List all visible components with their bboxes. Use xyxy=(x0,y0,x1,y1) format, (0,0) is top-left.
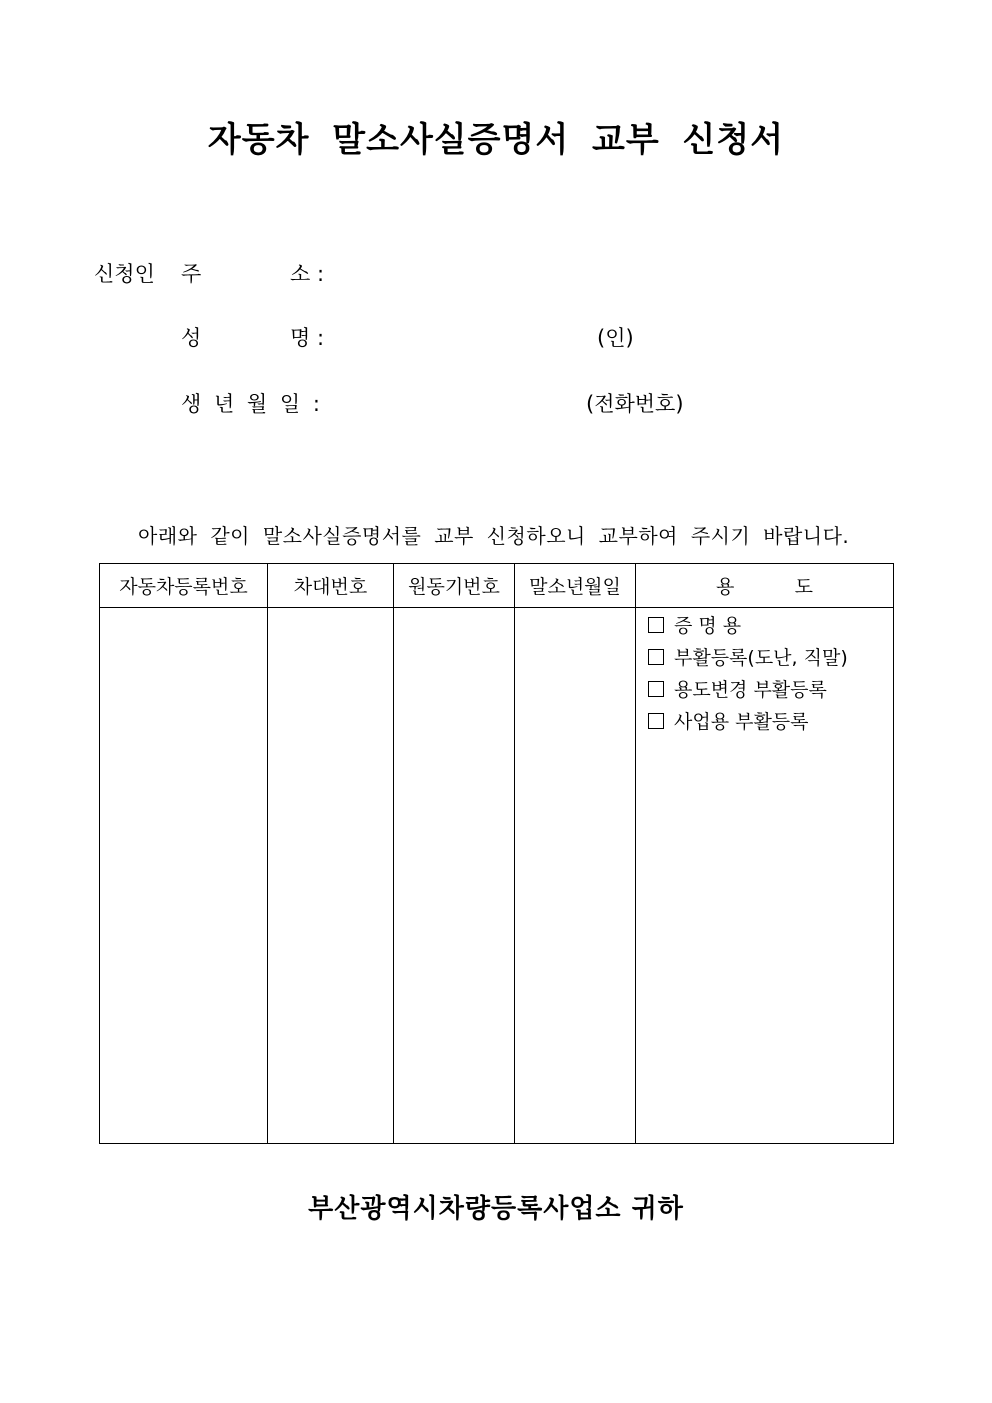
table-header-row xyxy=(100,564,894,608)
purpose-option-label: 용도변경 부활등록 xyxy=(674,679,827,701)
checkbox-icon[interactable] xyxy=(648,649,664,665)
applicant-label: 신청인 xyxy=(94,262,155,286)
address-label-end: 소 : xyxy=(290,262,325,286)
name-label-end: 명 : xyxy=(290,326,325,350)
registration-number-cell[interactable] xyxy=(100,608,268,1144)
document-title: 자동차 말소사실증명서 교부 신청서 xyxy=(207,120,785,160)
header-engine-number: 원동기번호 xyxy=(394,564,515,608)
checkbox-icon[interactable] xyxy=(648,713,664,729)
header-registration-number: 자동차등록번호 xyxy=(100,564,268,608)
purpose-options xyxy=(636,608,893,738)
addressee: 부산광역시차량등록사업소 귀하 xyxy=(308,1194,684,1224)
purpose-option-revival-business[interactable] xyxy=(648,706,893,738)
purpose-option-label: 사업용 부활등록 xyxy=(674,711,809,733)
deregistration-date-cell[interactable] xyxy=(515,608,636,1144)
header-purpose: 용 도 xyxy=(636,564,894,608)
engine-number-cell[interactable] xyxy=(394,608,515,1144)
purpose-option-certificate[interactable] xyxy=(648,610,893,642)
seal-placeholder: (인) xyxy=(597,326,634,350)
checkbox-icon[interactable] xyxy=(648,617,664,633)
purpose-option-revival-use-change[interactable] xyxy=(648,674,893,706)
chassis-number-cell[interactable] xyxy=(268,608,394,1144)
header-deregistration-date: 말소년월일 xyxy=(515,564,636,608)
phone-label: (전화번호) xyxy=(586,392,684,416)
purpose-option-label: 증 명 용 xyxy=(674,615,742,637)
table-row xyxy=(100,608,894,1144)
purpose-option-revival-theft[interactable] xyxy=(648,642,893,674)
address-label-start: 주 xyxy=(181,262,202,286)
birthdate-label: 생 년 월 일 : xyxy=(181,392,320,416)
checkbox-icon[interactable] xyxy=(648,681,664,697)
purpose-option-label: 부활등록(도난, 직말) xyxy=(674,647,848,669)
purpose-cell xyxy=(636,608,894,1144)
application-table xyxy=(99,563,894,1144)
name-label-start: 성 xyxy=(181,326,202,350)
header-chassis-number: 차대번호 xyxy=(268,564,394,608)
request-statement: 아래와 같이 말소사실증명서를 교부 신청하오니 교부하여 주시기 바랍니다. xyxy=(138,524,850,548)
